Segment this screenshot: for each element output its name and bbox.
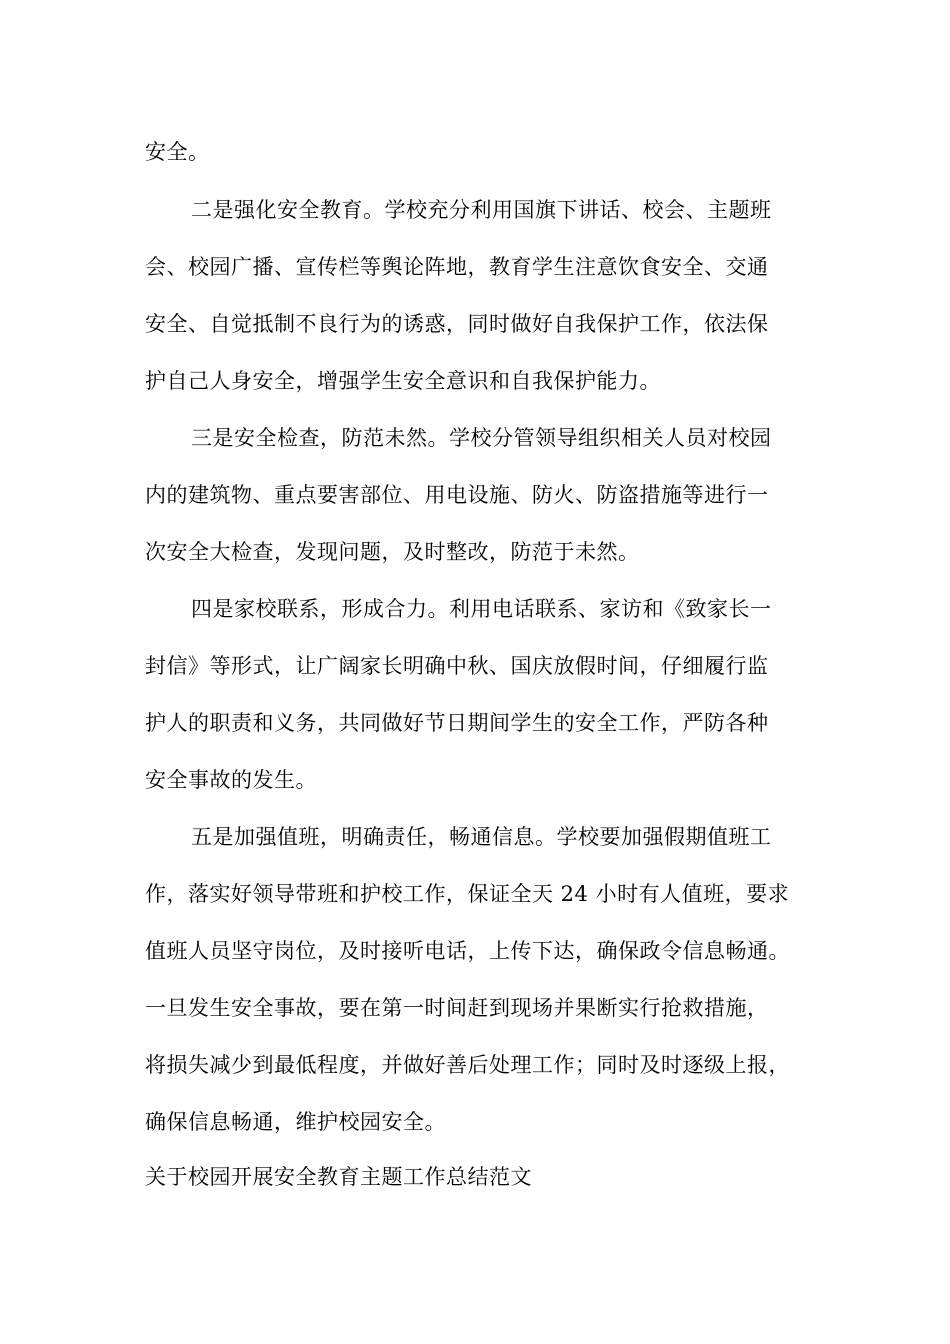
text-line: 护人的职责和义务，共同做好节日期间学生的安全工作，严防各种 — [145, 711, 769, 735]
section-heading: 关于校园开展安全教育主题工作总结范文 — [145, 1165, 532, 1189]
text-line: 封信》等形式，让广阔家长明确中秋、国庆放假时间，仔细履行监 — [145, 654, 769, 678]
text-line: 安全、自觉抵制不良行为的诱惑，同时做好自我保护工作，依法保 — [145, 312, 769, 336]
text-line: 一旦发生安全事故，要在第一时间赶到现场并果断实行抢救措施， — [145, 996, 769, 1020]
text-line: 作，落实好领导带班和护校工作，保证全天 24 小时有人值班，要求 — [145, 882, 790, 906]
text-line: 将损失减少到最低程度，并做好善后处理工作；同时及时逐级上报， — [145, 1053, 790, 1077]
paragraph-line: 四是家校联系，形成合力。利用电话联系、家访和《致家长一 — [191, 597, 772, 621]
text-line: 值班人员坚守岗位，及时接听电话，上传下达，确保政令信息畅通。 — [145, 939, 790, 963]
text-line: 确保信息畅通，维护校园安全。 — [145, 1110, 446, 1134]
paragraph-line: 二是强化安全教育。学校充分利用国旗下讲话、校会、主题班 — [191, 198, 772, 222]
text-line: 安全事故的发生。 — [145, 768, 317, 792]
text-line: 内的建筑物、重点要害部位、用电设施、防火、防盗措施等进行一 — [145, 483, 769, 507]
text-line: 安全。 — [145, 140, 210, 164]
text-line: 次安全大检查，发现问题，及时整改，防范于未然。 — [145, 540, 640, 564]
paragraph-line: 三是安全检查，防范未然。学校分管领导组织相关人员对校园 — [191, 426, 772, 450]
text-line: 护自己人身安全，增强学生安全意识和自我保护能力。 — [145, 369, 661, 393]
paragraph-line: 五是加强值班，明确责任，畅通信息。学校要加强假期值班工 — [191, 825, 772, 849]
text-line: 会、校园广播、宣传栏等舆论阵地，教育学生注意饮食安全、交通 — [145, 255, 769, 279]
